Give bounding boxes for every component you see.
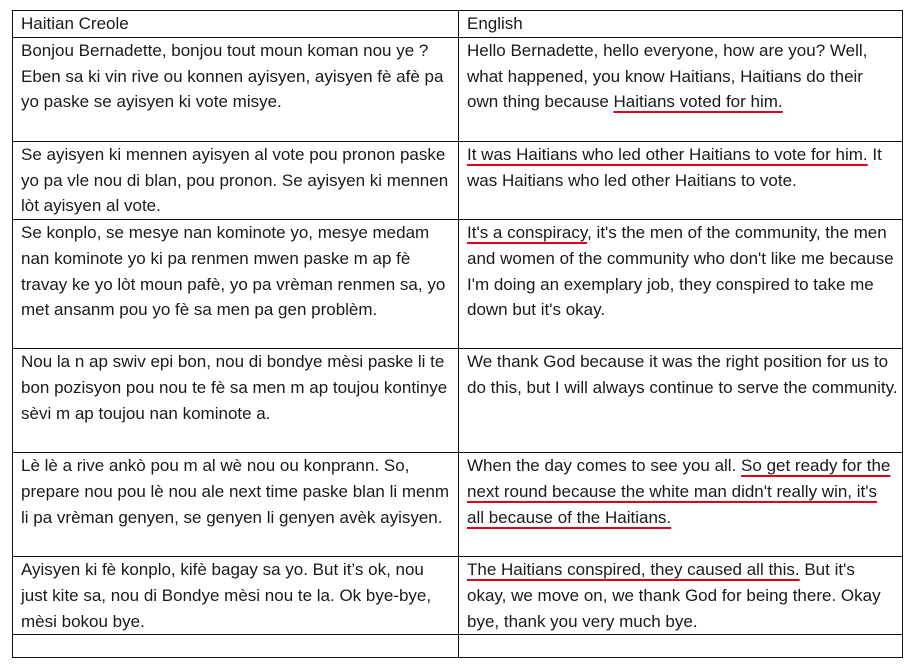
english-text: It was Haitians who led other Haitians to vote. bbox=[467, 145, 882, 190]
english-cell bbox=[459, 142, 903, 220]
underlined-phrase: So get ready for the next round because the white man didn't really win, it's all because of the Haitians. bbox=[467, 456, 891, 527]
creole-cell: Ayisyen ki fè konplo, kifè bagay sa yo. But it’s ok, nou just kite sa, nou di Bondye mèsi nou te la. Ok bye-bye, mèsi bokou bye. bbox=[13, 557, 459, 635]
underlined-phrase: Haitians voted for him. bbox=[613, 92, 783, 112]
english-text: When the day comes to see you all. bbox=[467, 456, 742, 476]
table-row bbox=[13, 38, 903, 142]
underlined-phrase: It was Haitians who led other Haitians to vote for him. bbox=[467, 145, 868, 164]
underlined-phrase: It's a conspiracy bbox=[467, 223, 588, 243]
table-row bbox=[13, 453, 903, 557]
table-row bbox=[13, 349, 903, 453]
english-cell bbox=[459, 635, 903, 658]
table-row-empty bbox=[13, 635, 903, 658]
table-row bbox=[13, 142, 903, 220]
english-cell bbox=[459, 557, 903, 635]
creole-cell bbox=[13, 635, 459, 658]
table-row bbox=[13, 557, 903, 635]
column-header-creole: Haitian Creole bbox=[13, 11, 459, 38]
translation-table bbox=[12, 10, 903, 658]
creole-cell: Bonjou Bernadette, bonjou tout moun koman nou ye ? Eben sa ki vin rive ou konnen ayisyen, ayisyen fè afè pa yo paske se ayisyen ki vote misye. bbox=[13, 38, 459, 142]
english-text: But it's okay, we move on, we thank God for being there. Okay bye, thank you very much bye. bbox=[467, 560, 881, 631]
english-text: , it's the men of the community, the men and women of the community who don't like me because I'm doing an exemplary job, they conspired to take me down but it's okay. bbox=[467, 223, 894, 320]
english-text: Hello Bernadette, hello everyone, how are you? Well, what happened, you know Haitians, Haitians do their own thing because bbox=[467, 41, 868, 112]
creole-cell: Se konplo, se mesye nan kominote yo, mesye medam nan kominote yo ki pa renmen mwen paske m ap fè travay ke yo lòt moun pafè, yo pa vrèman renmen sa, yo met ansanm pou yo fè sa men pa gen problèm. bbox=[13, 220, 459, 349]
english-cell bbox=[459, 349, 903, 453]
creole-cell: Nou la n ap swiv epi bon, nou di bondye mèsi paske li te bon pozisyon pou nou te fè sa men m ap toujou kontinye sèvi m ap toujou nan kominote a. bbox=[13, 349, 459, 453]
english-text: We thank God because it was the right position for us to do this, but I will always continue to serve the community. bbox=[467, 352, 898, 397]
creole-cell: Lè lè a rive ankò pou m al wè nou ou konprann. So, prepare nou pou lè nou ale next time paske blan li menm li pa vrèman genyen, se genyen li genyen avèk ayisyen. bbox=[13, 453, 459, 557]
english-cell bbox=[459, 220, 903, 349]
table-row bbox=[13, 220, 903, 349]
creole-cell: Se ayisyen ki mennen ayisyen al vote pou pronon paske yo pa vle nou di blan, pou pronon. Se ayisyen ki mennen lòt ayisyen al vote. bbox=[13, 142, 459, 220]
table-header-row bbox=[13, 11, 903, 38]
column-header-english: English bbox=[459, 11, 903, 38]
underlined-phrase: The Haitians conspired, they caused all this. bbox=[467, 560, 800, 580]
english-cell bbox=[459, 453, 903, 557]
english-cell bbox=[459, 38, 903, 142]
